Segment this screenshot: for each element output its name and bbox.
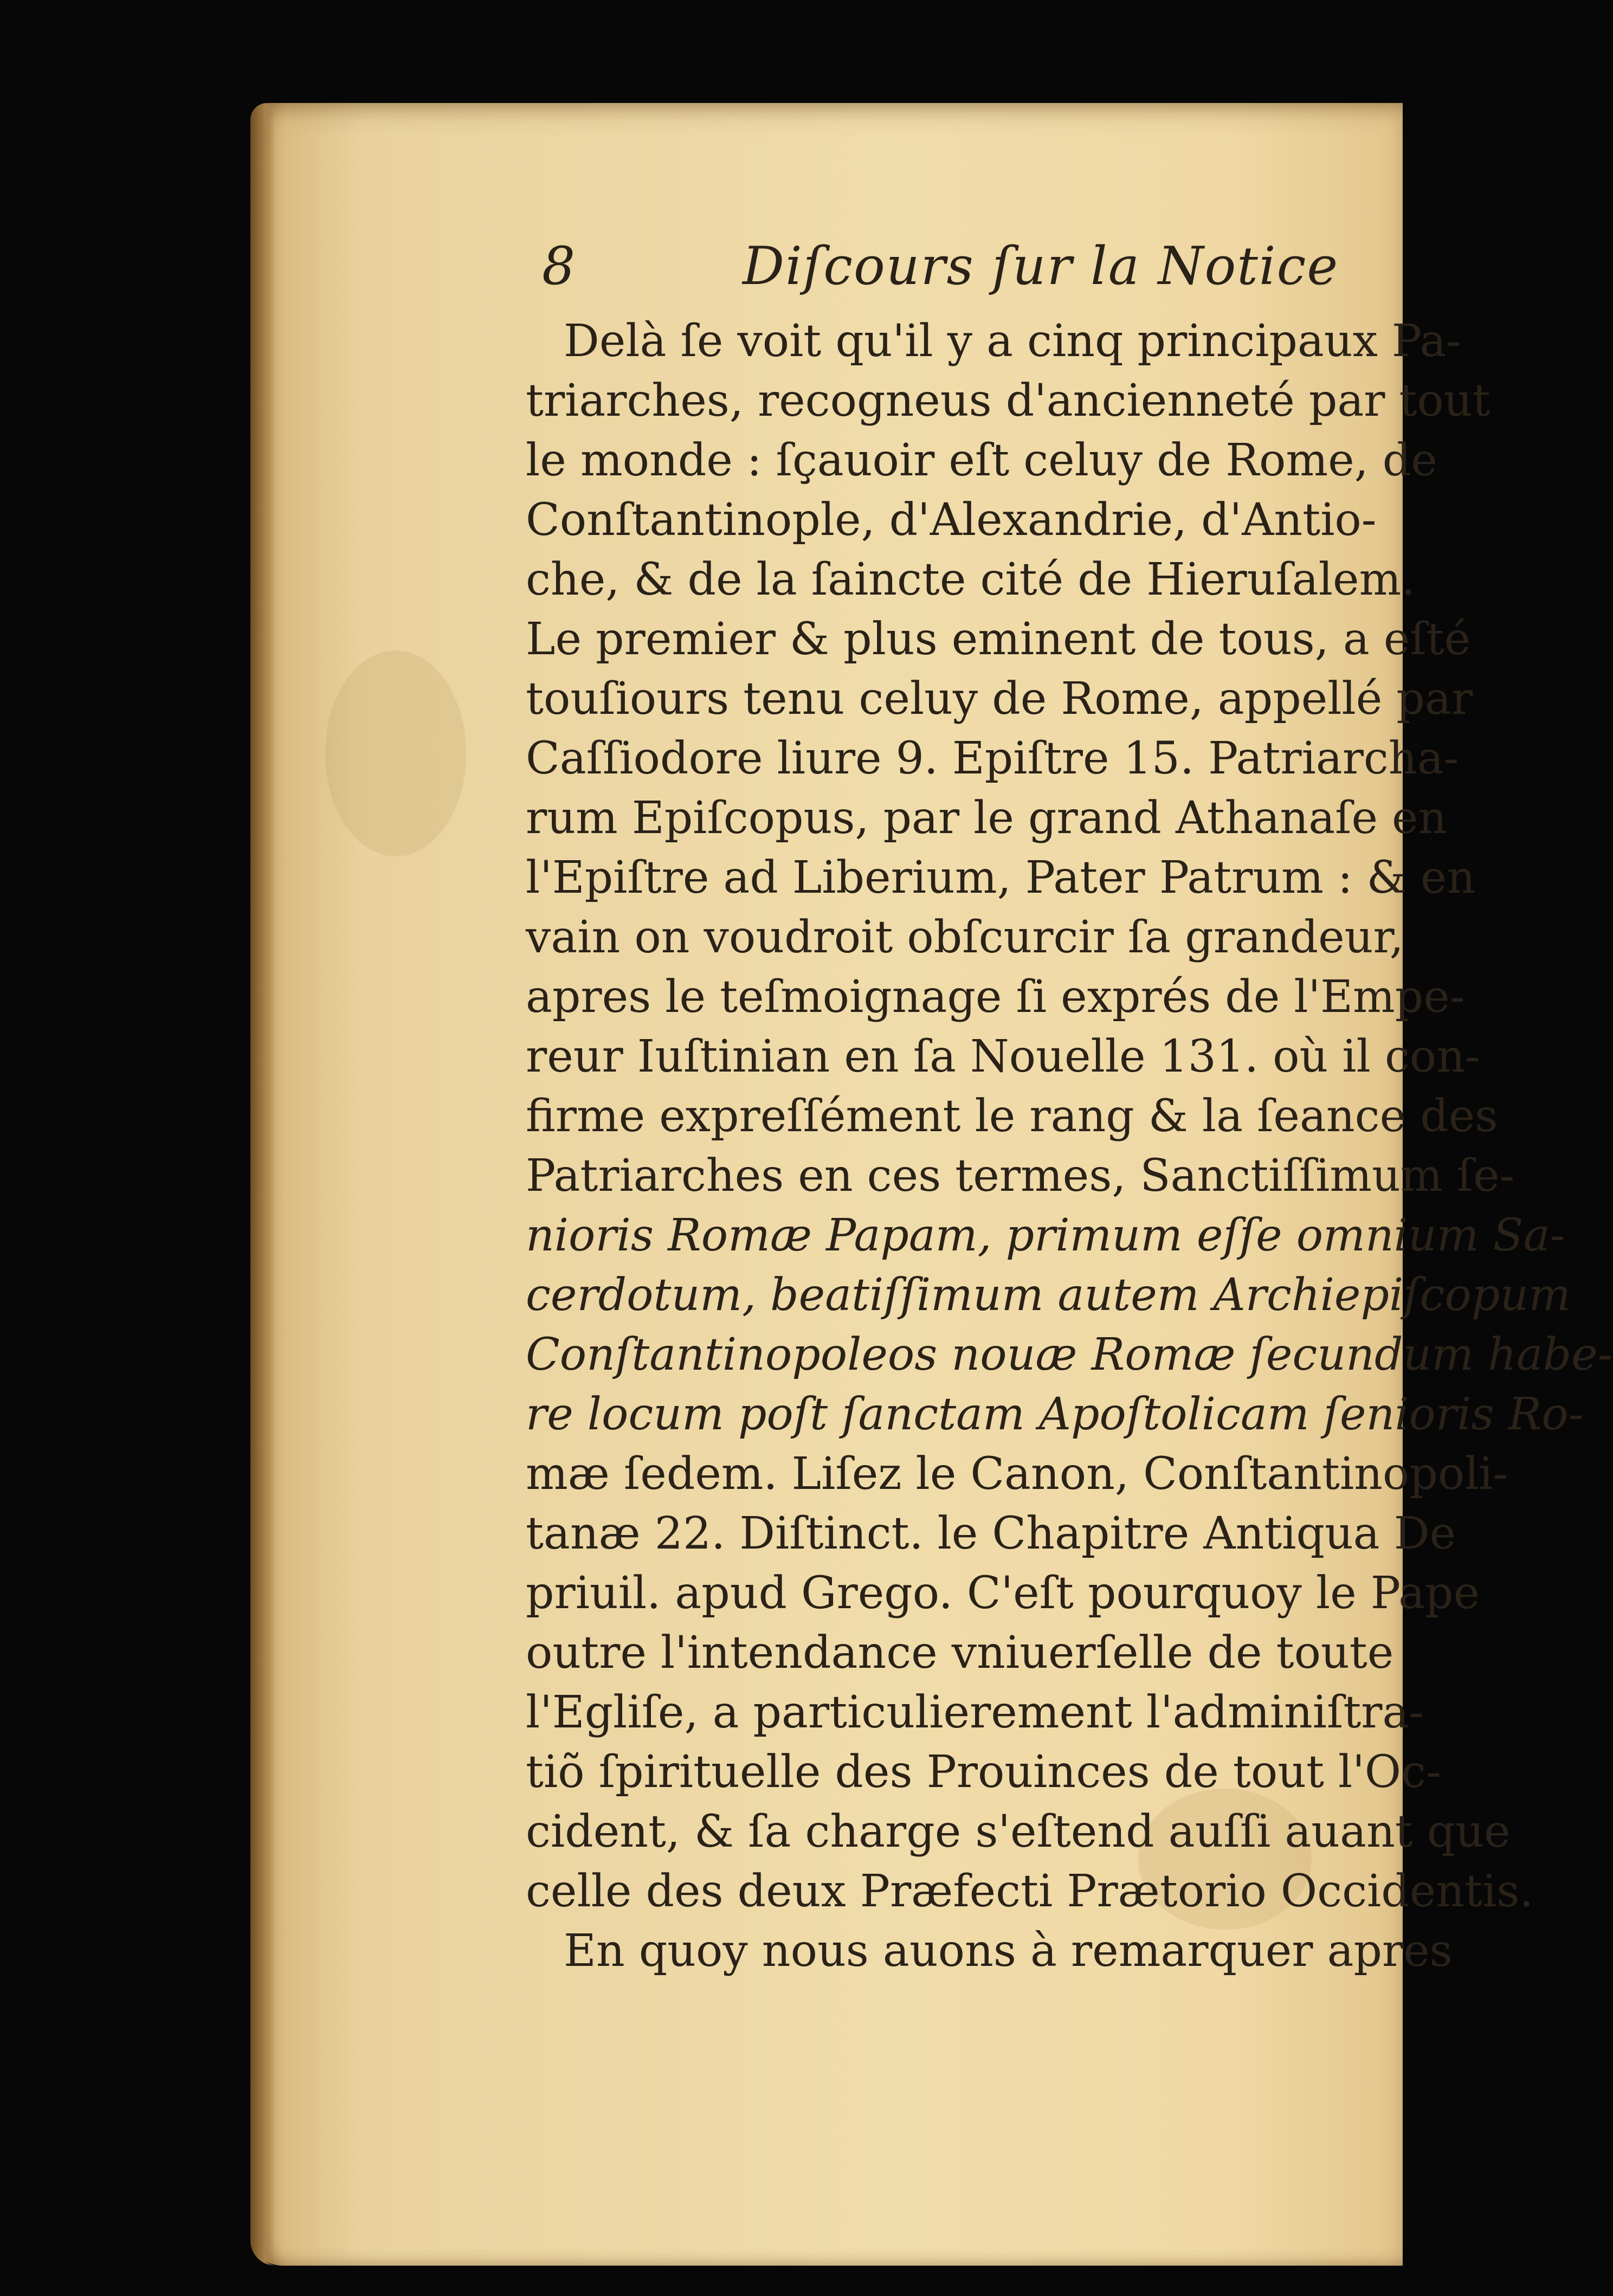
text-line: nioris Romæ Papam, primum eſſe omnium Sa-	[526, 1210, 1565, 1261]
text-line: firme expreſſément le rang & la ſeance des	[526, 1091, 1498, 1142]
text-line: rum Epiſcopus, par le grand Athanaſe en	[526, 792, 1447, 844]
text-line: che, & de la ſaincte cité de Hieruſalem.	[526, 554, 1416, 605]
text-line: reur Iuſtinian en ſa Nouelle 131. où il con-	[526, 1031, 1480, 1082]
text-line: re locum poſt ſanctam Apoſtolicam ſenioris Ro-	[526, 1389, 1584, 1440]
text-line: tanæ 22. Diſtinct. le Chapitre Antiqua De	[526, 1508, 1456, 1559]
text-line: tiõ ſpirituelle des Prouinces de tout l'Oc-	[526, 1746, 1441, 1798]
text-line: vain on voudroit obſcurcir ſa grandeur,	[526, 912, 1404, 963]
text-line: Conſtantinople, d'Alexandrie, d'Antio-	[526, 494, 1377, 546]
page-header	[526, 225, 1371, 312]
text-line: priuil. apud Grego. C'eſt pourquoy le Pape	[526, 1568, 1480, 1619]
text-line: Patriarches en ces termes, Sanctiſſimum ſe-	[526, 1150, 1515, 1202]
text-line: touſiours tenu celuy de Rome, appellé par	[526, 673, 1473, 725]
text-line: cident, & ſa charge s'eſtend auſſi auant que	[526, 1806, 1511, 1858]
text-line: Conſtantinopoleos nouæ Romæ ſecundum habe-	[526, 1329, 1613, 1381]
text-lines	[526, 312, 1613, 1981]
text-line: Caſſiodore liure 9. Epiſtre 15. Patriarcha-	[526, 733, 1459, 784]
page-number: 8	[542, 236, 576, 296]
text-line: cerdotum, beatiſſimum autem Archiepiſcopum	[526, 1269, 1571, 1321]
text-line: Delà ſe voit qu'il y a cinq principaux Pa-	[564, 315, 1462, 367]
text-line: outre l'intendance vniuerſelle de toute	[526, 1627, 1394, 1679]
running-title: Diſcours ſur la Notice	[743, 236, 1339, 296]
text-line: Le premier & plus eminent de tous, a eſté	[526, 614, 1471, 665]
page-text	[526, 225, 1613, 1981]
text-line: l'Egliſe, a particulierement l'adminiſtra-	[526, 1687, 1424, 1738]
text-line: triarches, recogneus d'ancienneté par tout	[526, 375, 1491, 427]
text-line: apres le teſmoignage ſi exprés de l'Empe-	[526, 971, 1465, 1023]
text-line: celle des deux Præfecti Prætorio Occidentis.	[526, 1866, 1534, 1917]
text-line: En quoy nous auons à remarquer apres	[564, 1925, 1453, 1977]
page-gutter-shadow	[250, 103, 275, 2266]
text-line: l'Epiſtre ad Liberium, Pater Patrum : & en	[526, 852, 1476, 904]
text-line: mæ ſedem. Liſez le Canon, Conſtantinopoli-	[526, 1448, 1508, 1500]
paper-stain	[325, 650, 466, 856]
text-line: le monde : ſçauoir eſt celuy de Rome, de	[526, 435, 1437, 486]
